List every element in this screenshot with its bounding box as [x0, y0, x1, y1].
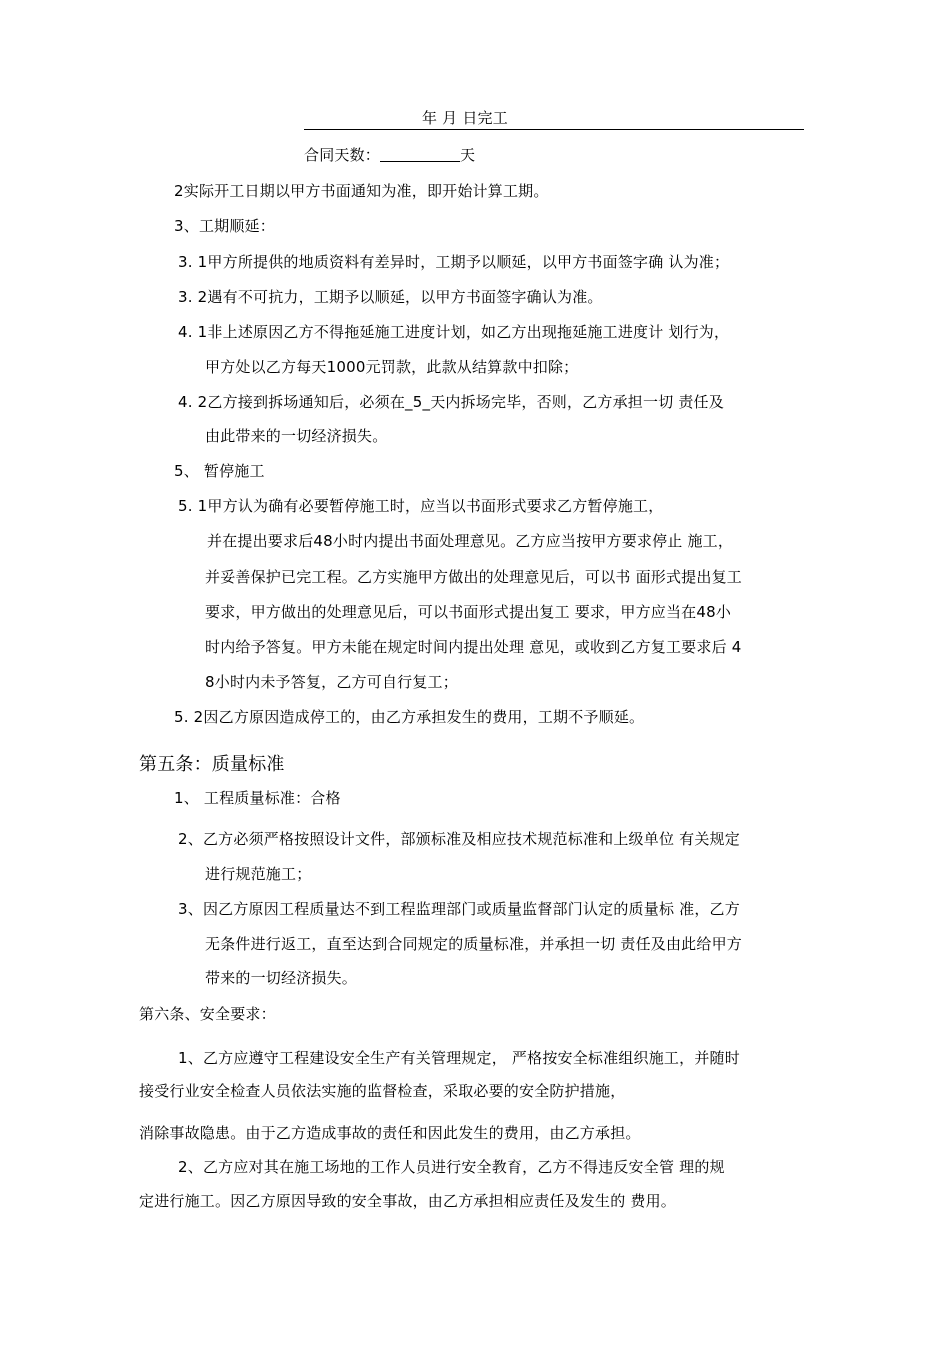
clause-5-1-line-5: 时内给予答复。甲方未能在规定时间内提出处理 意见，或收到乙方复工要求后 4 [205, 638, 742, 656]
clause-5-1-line-1: 5. 1甲方认为确有必要暂停施工时，应当以书面形式要求乙方暂停施工， [178, 497, 664, 515]
clause-5-1-line-6: 8小时内未予答复，乙方可自行复工； [205, 673, 458, 691]
contract-days-blank [380, 145, 460, 162]
clause-3-title: 3、工期顺延： [174, 217, 275, 235]
clause-5-2: 5. 2因乙方原因造成停工的，由乙方承担发生的费用，工期不予顺延。 [174, 708, 645, 726]
contract-days-line [304, 145, 475, 165]
clause-4-2-pre: 4. 2乙方接到拆场通知后，必须在 [178, 393, 406, 411]
quality-3-line-1: 3、因乙方原因工程质量达不到工程监理部门或质量监督部门认定的质量标 准，乙方 [178, 900, 740, 918]
safety-1-line-3: 消除事故隐患。由于乙方造成事故的责任和因此发生的费用，由乙方承担。 [139, 1124, 641, 1142]
quality-1: 1、 工程质量标准：合格 [174, 789, 341, 807]
clause-3-2: 3. 2遇有不可抗力，工期予以顺延，以甲方书面签字确认为准。 [178, 288, 603, 306]
clause-4-1-line-2: 甲方处以乙方每天1000元罚款，此款从结算款中扣除； [205, 358, 579, 376]
clause-5-1-line-2: 并在提出要求后48小时内提出书面处理意见。乙方应当按甲方要求停止 施工， [207, 532, 734, 550]
safety-1-line-2: 接受行业安全检查人员依法实施的监督检查，采取必要的安全防护措施， [139, 1082, 626, 1100]
quality-3-line-3: 带来的一切经济损失。 [205, 969, 358, 987]
safety-1-line-1: 1、乙方应遵守工程建设安全生产有关管理规定， 严格按安全标准组织施工，并随时 [178, 1049, 740, 1067]
clause-4-2-days: _5_ [405, 393, 431, 411]
safety-2-line-2: 定进行施工。因乙方原因导致的安全事故，由乙方承担相应责任及发生的 费用。 [139, 1192, 676, 1210]
clause-5-title: 5、 暂停施工 [174, 462, 265, 480]
clause-2-2: 2实际开工日期以甲方书面通知为准，即开始计算工期。 [174, 182, 549, 200]
contract-days-label: 合同天数： [304, 146, 381, 164]
clause-5-1-line-3: 并妥善保护已完工程。乙方实施甲方做出的处理意见后，可以书 面形式提出复工 [205, 568, 742, 586]
article-6-heading: 第六条、安全要求： [139, 1005, 276, 1023]
article-5-heading: 第五条：质量标准 [139, 754, 285, 775]
quality-3-line-2: 无条件进行返工，直至达到合同规定的质量标准，并承担一切 责任及由此给甲方 [205, 935, 742, 953]
contract-days-unit: 天 [460, 146, 476, 164]
clause-4-2-post: 天内拆场完毕，否则，乙方承担一切 责任及 [430, 393, 724, 411]
completion-underline [304, 129, 804, 130]
clause-3-1: 3. 1甲方所提供的地质资料有差异时，工期予以顺延，以甲方书面签字确 认为准； [178, 253, 730, 271]
completion-date-line: 年 月 日完工 [422, 109, 508, 127]
clause-4-2-line-2: 由此带来的一切经济损失。 [205, 427, 388, 445]
safety-2-line-1: 2、乙方应对其在施工场地的工作人员进行安全教育，乙方不得违反安全管 理的规 [178, 1158, 725, 1176]
clause-4-2-line-1 [178, 392, 724, 412]
clause-5-1-line-4: 要求，甲方做出的处理意见后，可以书面形式提出复工 要求，甲方应当在48小 [205, 603, 732, 621]
quality-2-line-2: 进行规范施工； [205, 865, 312, 883]
quality-2-line-1: 2、乙方必须严格按照设计文件，部颁标准及相应技术规范标准和上级单位 有关规定 [178, 830, 740, 848]
clause-4-1-line-1: 4. 1非上述原因乙方不得拖延施工进度计划，如乙方出现拖延施工进度计 划行为， [178, 323, 730, 341]
